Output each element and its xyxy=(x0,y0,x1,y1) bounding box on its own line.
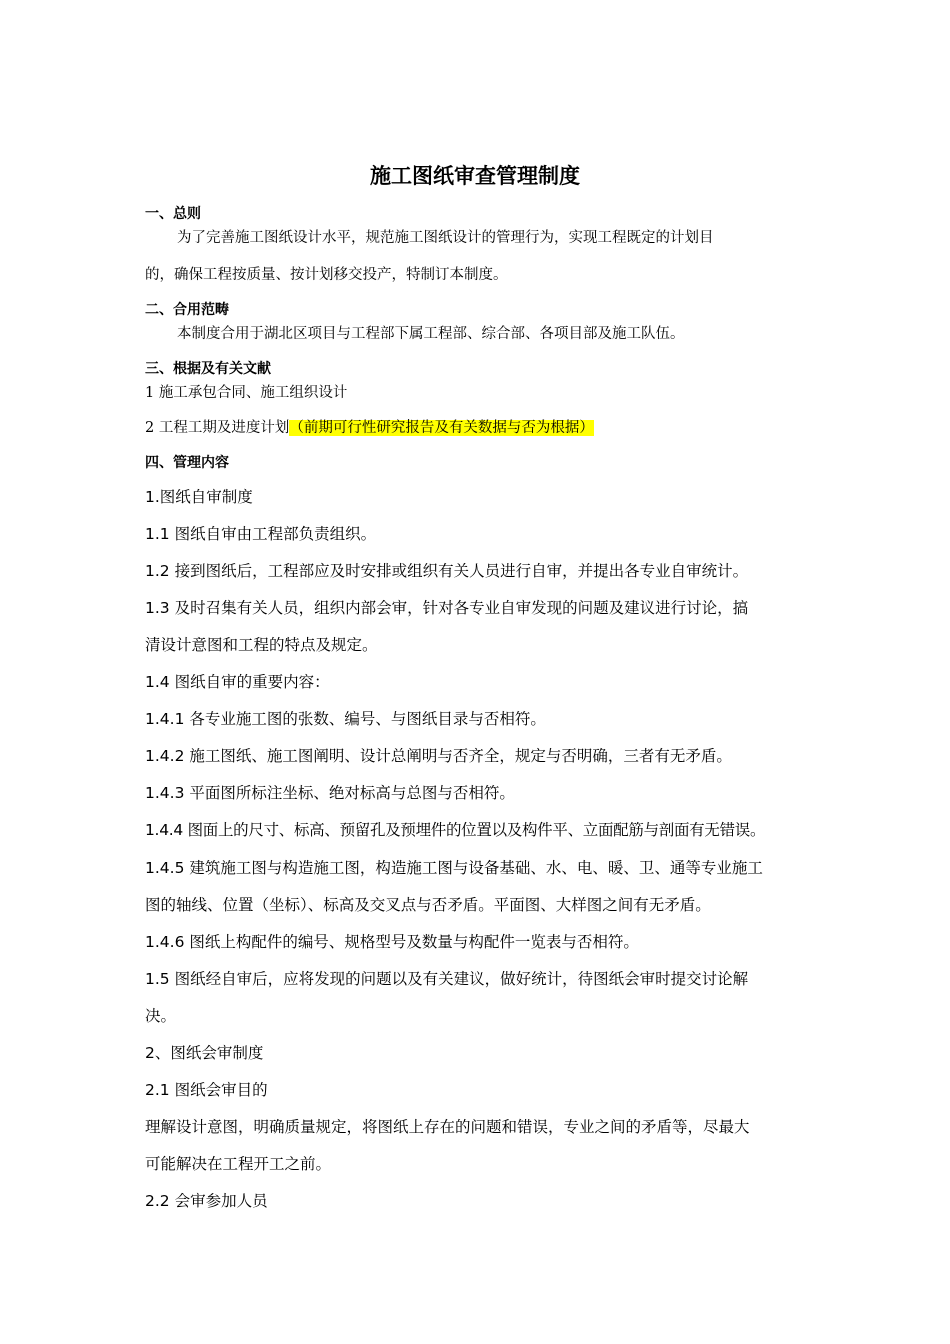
highlighted-text: （前期可行性研究报告及有关数据与否为根据） xyxy=(289,420,594,436)
section-heading-general: 一、总则 xyxy=(145,206,201,222)
body-line: 1.4.4 图面上的尺寸、标高、预留孔及预埋件的位置以及构件平、立面配筋与剖面有无错误。 xyxy=(145,821,766,839)
body-line: 1.3 及时召集有关人员，组织内部会审，针对各专业自审发现的问题及建议进行讨论，搞 xyxy=(145,599,749,617)
body-line: 图的轴线、位置（坐标）、标高及交叉点与否矛盾。平面图、大样图之间有无矛盾。 xyxy=(145,896,711,914)
paragraph-line: 的，确保工程按质量、按计划移交投产，特制订本制度。 xyxy=(145,267,508,283)
body-line: 可能解决在工程开工之前。 xyxy=(145,1155,332,1173)
body-line: 2.1 图纸会审目的 xyxy=(145,1081,268,1099)
list-item xyxy=(145,418,594,438)
document-title: 施工图纸审查管理制度 xyxy=(370,164,580,188)
section-heading-basis: 三、根据及有关文献 xyxy=(145,361,271,377)
body-line: 1.4.2 施工图纸、施工图阐明、设计总阐明与否齐全，规定与否明确，三者有无矛盾。 xyxy=(145,747,732,765)
body-line: 理解设计意图，明确质量规定，将图纸上存在的问题和错误，专业之间的矛盾等，尽最大 xyxy=(145,1118,750,1136)
body-line: 2、图纸会审制度 xyxy=(145,1044,264,1062)
body-line: 1.图纸自审制度 xyxy=(145,488,253,506)
list-item-text: 2 工程工期及进度计划 xyxy=(145,420,290,436)
body-line: 1.4.5 建筑施工图与构造施工图，构造施工图与设备基础、水、电、暖、卫、通等专业施工 xyxy=(145,859,763,877)
section-heading-content: 四、管理内容 xyxy=(145,455,229,471)
section-heading-scope: 二、合用范畴 xyxy=(145,302,229,318)
list-item: 1 施工承包合同、施工组织设计 xyxy=(145,385,348,401)
body-line: 1.5 图纸经自审后，应将发现的问题以及有关建议，做好统计，待图纸会审时提交讨论解 xyxy=(145,970,749,988)
body-line: 1.4.3 平面图所标注坐标、绝对标高与总图与否相符。 xyxy=(145,784,515,802)
paragraph-line: 本制度合用于湖北区项目与工程部下属工程部、综合部、各项目部及施工队伍。 xyxy=(177,326,685,342)
body-line: 决。 xyxy=(145,1007,177,1025)
paragraph-line: 为了完善施工图纸设计水平，规范施工图纸设计的管理行为，实现工程既定的计划目 xyxy=(177,230,714,246)
body-line: 1.4.6 图纸上构配件的编号、规格型号及数量与构配件一览表与否相符。 xyxy=(145,933,639,951)
body-line: 2.2 会审参加人员 xyxy=(145,1192,268,1210)
body-line: 1.2 接到图纸后，工程部应及时安排或组织有关人员进行自审，并提出各专业自审统计。 xyxy=(145,562,749,580)
body-line: 1.4.1 各专业施工图的张数、编号、与图纸目录与否相符。 xyxy=(145,710,546,728)
body-line: 1.4 图纸自审的重要内容： xyxy=(145,673,330,691)
body-line: 1.1 图纸自审由工程部负责组织。 xyxy=(145,525,377,543)
body-line: 清设计意图和工程的特点及规定。 xyxy=(145,636,378,654)
